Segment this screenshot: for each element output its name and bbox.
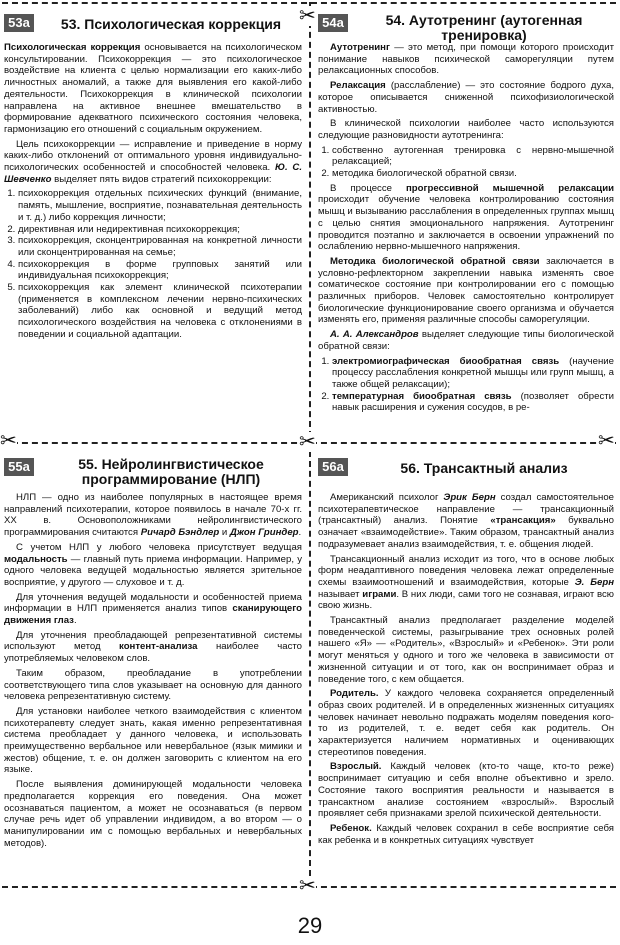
text-run: Для уточнения преобладающей репрезентативной системы используют метод — [4, 629, 302, 653]
text-run: (расслабление) — это состояние бодрого духа, которое описывается сниженной психофизиологической активностью. — [318, 80, 614, 115]
paragraph — [318, 256, 614, 326]
text-run: (научение процессу расслабления конкретной мышцы или групп мышц, а также общей релаксации); — [332, 355, 614, 390]
paragraph — [318, 42, 614, 77]
card-title: 56. Трансактный анализ — [400, 460, 568, 476]
text-run: У каждого человека сохраняется определенный образ своих родителей. И в определенных жизненных ситуациях человек начинает невольно подражать моделям поведения кого-то из родителей, т. е. ведет себя как родитель. Он характеризуется наличием нормативных и оценивающих стереотипов поведения. — [318, 688, 614, 758]
bold-term: электромиографическая биообратная связь — [332, 355, 560, 367]
bold-term: прогрессивной мышечной релаксации — [406, 182, 614, 194]
card-56 — [318, 452, 614, 880]
text-run: . В них люди, сами того не сознавая, играют всю свою жизнь. — [318, 588, 614, 612]
list-item: 1. собственно аутогенная тренировка с нервно-мышечной релаксацией; — [332, 145, 614, 168]
text-run: создал самостоятельное психотерапевтическое направление — трансакционный (трансактный) анализ. Понятие — [318, 492, 614, 527]
text-run: — это метод, при помощи которого происходит понимание навыков психической саморегуляции путем релаксационных способов. — [318, 42, 614, 77]
paragraph — [318, 761, 614, 820]
bold-term: играми — [362, 588, 397, 600]
list-item: 5. психокоррекция как элемент клинической психотерапии (применяется в комплексном лечении нервно-психических заболеваний) либо как основной и ведущий метод психологического воздействия на человека с отклонениями в поведении и социальной адаптации. — [18, 282, 302, 341]
text-run: (позволяет обрести навык расширения и сужения сосудов, в ре- — [332, 390, 614, 414]
text-run: и — [219, 527, 230, 539]
scissors-icon: ✂ — [0, 430, 17, 452]
scissors-icon: ✂ — [299, 431, 316, 453]
text-run: Каждый человек сохранил в себе восприятие себя как ребенка и в конкретных ситуациях чувствует — [318, 822, 614, 846]
paragraph — [318, 492, 614, 551]
card-number-badge: 53а — [4, 14, 34, 32]
card-number-badge: 55а — [4, 458, 34, 476]
card-title: 55. Нейролингвистическое программирование (НЛП) — [78, 456, 264, 487]
list-item: 4. психокоррекция в форме групповых занятий или индивидуальная психокоррекция; — [18, 259, 302, 282]
text-run: Цель психокоррекции — исправление и приведение в норму каких-либо отклонений от оптимального уровня индивидуально-психологических особенностей и способностей человека. — [4, 138, 302, 174]
card-body — [318, 492, 614, 846]
card-header — [4, 8, 302, 42]
paragraph — [318, 688, 614, 758]
paragraph — [318, 183, 614, 253]
card-body — [4, 42, 302, 341]
card-body — [4, 492, 302, 849]
text-run: называет — [318, 588, 363, 600]
paragraph — [4, 139, 302, 186]
paragraph — [318, 80, 614, 115]
text-run: Трансакционный анализ исходит из того, что в основе любых форм неадаптивного поведения человека лежат определенные схемы взаимоотношений и взаимодействия, которые — [318, 553, 614, 588]
paragraph — [4, 542, 302, 589]
text-run: . — [298, 527, 302, 539]
card-55 — [4, 452, 302, 880]
bold-term: Родитель. — [330, 688, 379, 700]
bold-term: сканирующего движения глаз — [4, 603, 302, 627]
text-run: В клинической психологии наиболее часто используются следующие разновидности аутотренинга: — [318, 118, 614, 141]
text-run: Для уточнения ведущей модальности и особенностей приема информации в НЛП применяется анализ типов — [4, 591, 302, 615]
text-run: Таким образом, преобладание в употреблении соответствующего типа слов указывает на основную для данного человека репрезентативную систему. — [4, 667, 302, 703]
paragraph — [4, 630, 302, 665]
author-name: Ю. С. Шевченко — [4, 162, 302, 185]
bold-term: Взрослый. — [330, 761, 382, 773]
paragraph — [4, 42, 302, 136]
text-run: — главный путь приема информации. Например, у одного человека ведущей модальностью является зрительное восприятие, у другого — слуховое и т. д. — [4, 553, 302, 588]
list-item: 1. психокоррекция отдельных психических функций (внимание, память, мышление, восприятие, познавательная деятельность и т. д.) либо коррекция личности; — [18, 188, 302, 223]
bold-term: Методика биологической обратной связи — [330, 255, 540, 267]
text-run: С учетом НЛП у любого человека присутствует ведущая — [16, 541, 302, 553]
paragraph — [4, 492, 302, 539]
card-header — [4, 452, 302, 486]
paragraph — [318, 823, 614, 846]
bold-term: модальность — [4, 553, 68, 565]
card-header — [318, 8, 614, 42]
paragraph — [318, 615, 614, 685]
text-run: выделяет следующие типы биологической обратной связи: — [318, 329, 614, 352]
card-body — [318, 42, 614, 414]
paragraph — [4, 706, 302, 776]
card-number-badge: 56а — [318, 458, 348, 476]
text-run: наиболее часто употребляемых человеком слов. — [4, 641, 302, 665]
list-item: 3. психокоррекция, сконцентрированная на конкретной личности или сконцентрированная на семье; — [18, 235, 302, 258]
scissors-icon: ✂ — [299, 5, 316, 27]
card-header — [318, 452, 614, 486]
list-item: 2. методика биологической обратной связи. — [332, 168, 614, 180]
text-run: Для установки наиболее четкого взаимодействия с клиентом психотерапевту следует знать, какая именно репрезентативная система преобладает у данного человека, и использовать преимущественно вербальное или невербальное (язык мимики и жестов) общение, т. е. он должен заговорить с клиентом на его языке. — [4, 705, 302, 776]
bold-term: «трансакция» — [490, 515, 556, 527]
text-run: Каждый человек (кто-то чаще, кто-то реже) воспринимает ситуацию и себя вполне объективно и зрело. Состояние такого восприятия реальности и называется в трансактном анализе состоянием «взрослый». Взрослый проявляет себя признаками зрелой психической деятельности. — [318, 761, 614, 820]
bold-term: Ребенок. — [330, 822, 372, 834]
text-run: заключается в условно-рефлекторном закреплении навыка изменять свое соматическое состояние при контролировании его с помощью различных приборов. Человек самостоятельно контролирует биологические функционирование своего организма и обучается изменять его, применяя различные способы саморегуляции. — [318, 255, 614, 326]
text-run: Трансактный анализ предполагает разделение моделей поведенческой системы, разыгрывание трех основных ролей нашего «Я» — «Родитель», «Взрослый» и «Ребенок». Эти роли могут меняться у одного и того же человека в зависимости от жизненной ситуации и от того, как он воспринимает образ и поведение того, с кем общается. — [318, 615, 614, 685]
autotraining-types-list — [318, 145, 614, 180]
list-item: 2. директивная или недирективная психокоррекция; — [18, 224, 302, 236]
paragraph — [4, 592, 302, 627]
bold-term: Психологическая коррекция — [4, 42, 141, 53]
scissors-icon: ✂ — [598, 430, 615, 452]
card-53 — [4, 8, 302, 436]
author-name: Джон Гриндер — [229, 527, 299, 539]
biofeedback-types-list — [318, 356, 614, 415]
list-item — [332, 391, 614, 414]
bold-term: Релаксация — [330, 80, 386, 92]
text-run: НЛП — одно из наиболее популярных в настоящее время направлений психотерапии, которое появилось в начале 70-х гг. XX в. Основоположниками нейролингвистического программирования считаются — [4, 492, 302, 539]
strategy-list — [4, 188, 302, 340]
card-54 — [318, 8, 614, 436]
card-title: 53. Психологическая коррекция — [60, 16, 282, 32]
card-number-badge: 54а — [318, 14, 348, 32]
text-run: В процессе — [330, 182, 407, 194]
paragraph — [318, 118, 614, 141]
bold-term: Аутотренинг — [330, 42, 390, 53]
bold-term: контент-анализа — [119, 641, 198, 653]
text-run: выделяет пять видов стратегий психокоррекции: — [51, 173, 272, 185]
text-run: Американский психолог — [330, 492, 444, 503]
author-name: А. А. Александров — [330, 329, 419, 341]
scissors-icon: ✂ — [299, 875, 316, 897]
paragraph — [318, 554, 614, 613]
bold-term: температурная биообратная связь — [332, 390, 512, 402]
text-run: происходит обучение человека контролированию состояния мышц и вызыванию расслабления в определенных группах мышц с целью снятия эмоционального напряжения. Аутотренинг проводится поэтапно и заключается в освоении упражнений по ослаблению нервно-мышечного напряжения. — [318, 194, 614, 253]
text-run: . — [73, 615, 77, 627]
paragraph — [4, 668, 302, 703]
text-run: После выявления доминирующей модальности человека предполагается коррекция его поведения. Она может осознаваться пациентом, а может не осознаваться (в первом случае речь идет об управлении индивидом, а во втором — о манипулировании им с помощью вербальных и невербальных методов). — [4, 779, 302, 849]
paragraph — [4, 779, 302, 849]
list-item — [332, 356, 614, 391]
text-run: буквально означает «взаимодействие». Таким образом, трансактный анализ подразумевает анализ взаимодействия, т. е. общения людей. — [318, 515, 614, 550]
author-name: Ричард Бэндлер — [140, 527, 220, 539]
author-name: Э. Берн — [574, 576, 614, 588]
card-title: 54. Аутотренинг (аутогенная тренировка) — [385, 12, 583, 43]
author-name: Эрик Берн — [443, 492, 496, 503]
paragraph — [318, 329, 614, 352]
page-number: 29 — [297, 913, 323, 938]
text-run: основывается на психологическом консультировании. Психокоррекция — это психологическое воздействие на клиента с целью нормализации его каких-либо личностных аномалий, а также для выявления его какой-либо деятельности. Психокоррекция в клинической психологии направлена на активное внешнее вмешательство в формирование адекватного психического состояния человека, гармонизацию его отношений с социальным окружением. — [4, 42, 302, 135]
